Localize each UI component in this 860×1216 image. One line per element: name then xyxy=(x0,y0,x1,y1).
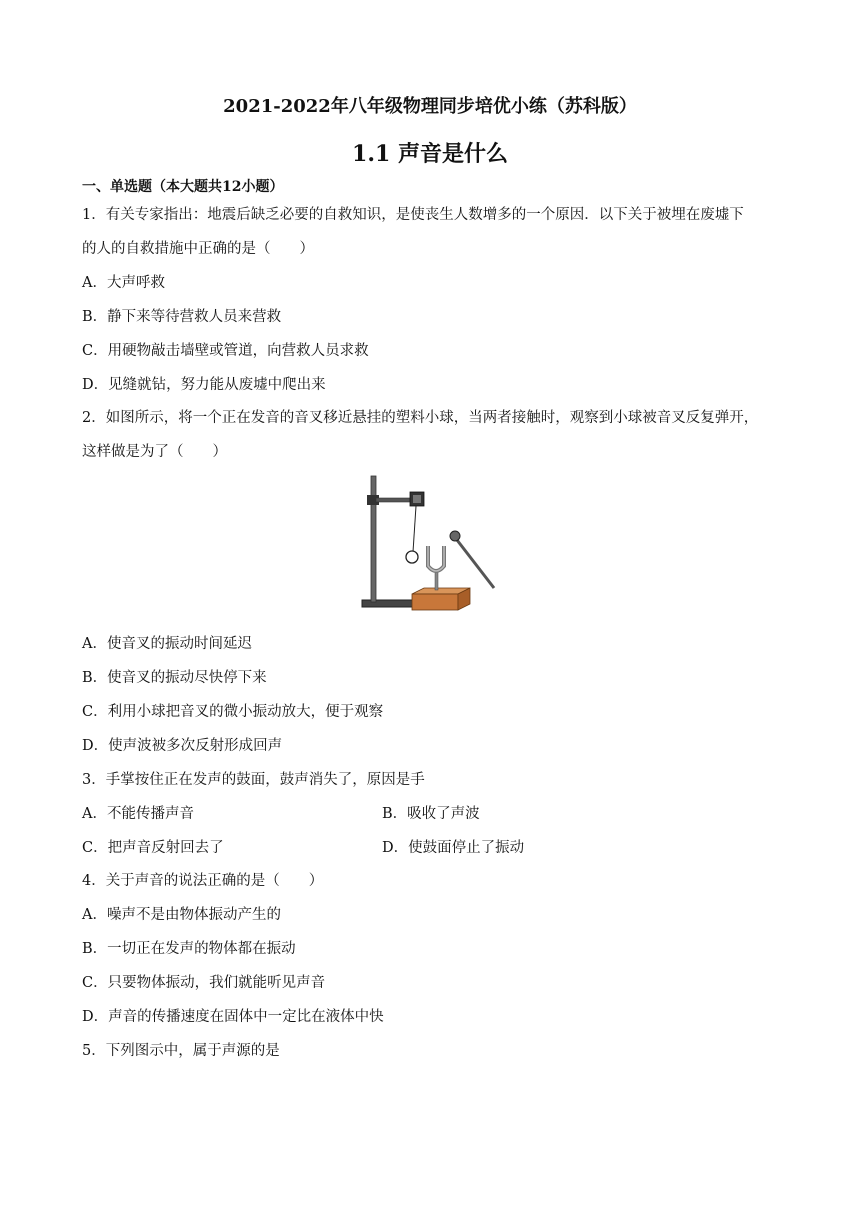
q1-option-c[interactable]: C．用硬物敲击墙壁或管道，向营救人员求救 xyxy=(82,343,369,359)
tuning-fork xyxy=(428,546,444,571)
q1-option-a[interactable]: A．大声呼救 xyxy=(82,275,165,291)
q4-option-b[interactable]: B．一切正在发声的物体都在振动 xyxy=(82,941,296,957)
tuning-fork-figure xyxy=(352,470,512,618)
q1-option-b[interactable]: B．静下来等待营救人员来营救 xyxy=(82,309,282,325)
q2-option-a[interactable]: A．使音叉的振动时间延迟 xyxy=(82,636,252,652)
q2-stem-line-1: 2．如图所示，将一个正在发音的音叉移近悬挂的塑料小球，当两者接触时，观察到小球被音叉反复弹开， xyxy=(82,410,759,426)
section-heading: 一、单选题（本大题共12小题） xyxy=(82,179,284,195)
resonance-box xyxy=(412,594,458,610)
q4-stem: 4．关于声音的说法正确的是（ ） xyxy=(82,873,324,889)
q4-option-d[interactable]: D．声音的传播速度在固体中一定比在液体中快 xyxy=(82,1009,384,1025)
page-title: 2021-2022年八年级物理同步培优小练（苏科版） xyxy=(223,96,637,117)
q3-option-d[interactable]: D．使鼓面停止了振动 xyxy=(382,840,525,856)
q5-stem: 5．下列图示中，属于声源的是 xyxy=(82,1043,280,1059)
q1-stem-line-1: 1．有关专家指出：地震后缺乏必要的自救知识，是使丧生人数增多的一个原因．以下关于被埋在废墟下 xyxy=(82,207,744,223)
mallet-head xyxy=(450,531,460,541)
stand-base xyxy=(362,600,418,607)
q1-stem-line-2: 的人的自救措施中正确的是（ ） xyxy=(82,241,314,257)
q4-option-a[interactable]: A．噪声不是由物体振动产生的 xyxy=(82,907,281,923)
q2-stem-line-2: 这样做是为了（ ） xyxy=(82,444,227,460)
q3-option-c[interactable]: C．把声音反射回去了 xyxy=(82,840,224,856)
plastic-ball xyxy=(406,551,418,563)
pendulum-string xyxy=(413,506,416,552)
q2-option-c[interactable]: C．利用小球把音叉的微小振动放大，便于观察 xyxy=(82,704,384,720)
q2-option-d[interactable]: D．使声波被多次反射形成回声 xyxy=(82,738,283,754)
q4-option-c[interactable]: C．只要物体振动，我们就能听见声音 xyxy=(82,975,326,991)
tuning-fork-stem xyxy=(435,572,438,590)
q3-option-b[interactable]: B．吸收了声波 xyxy=(382,806,480,822)
q3-stem: 3．手掌按住正在发声的鼓面，鼓声消失了，原因是手 xyxy=(82,772,425,788)
q3-option-a[interactable]: A．不能传播声音 xyxy=(82,806,194,822)
q2-option-b[interactable]: B．使音叉的振动尽快停下来 xyxy=(82,670,267,686)
q1-option-d[interactable]: D．见缝就钻，努力能从废墟中爬出来 xyxy=(82,377,326,393)
stand-rod xyxy=(371,476,376,602)
mallet-handle xyxy=(457,540,494,588)
page-subtitle: 1.1 声音是什么 xyxy=(352,141,508,167)
stand-arm xyxy=(376,498,412,502)
